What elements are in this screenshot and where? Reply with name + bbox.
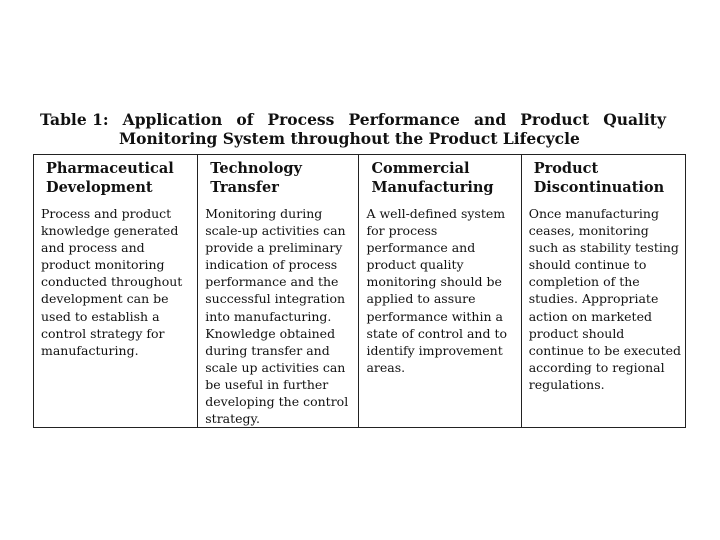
cell-technology-transfer: Monitoring during scale-up activities can provide a preliminary indication of process performance and the successful integration into manufacturing. Knowledge obtained during transfer and scale up activities can be useful in further developing the control strategy. (198, 201, 359, 428)
caption-word: Quality (603, 110, 666, 129)
header-pharmaceutical-development: Pharmaceutical Development (34, 155, 198, 202)
table-caption (40, 110, 666, 148)
lifecycle-table (33, 154, 686, 428)
header-commercial-manufacturing: Commercial Manufacturing (359, 155, 521, 202)
caption-line-1 (40, 110, 666, 129)
caption-word: Performance (348, 110, 460, 129)
caption-word: Process (267, 110, 335, 129)
caption-word: of (236, 110, 254, 129)
caption-word: Table 1: (40, 110, 109, 129)
caption-word: and (474, 110, 507, 129)
header-technology-transfer: Technology Transfer (198, 155, 359, 202)
caption-word: Application (122, 110, 223, 129)
table-header-row (34, 155, 686, 202)
cell-product-discontinuation: Once manufacturing ceases, monitoring such as stability testing should continue to completion of the studies. Appropriate action on marketed product should continue to be executed according to regional regulations. (521, 201, 685, 428)
caption-word: Product (520, 110, 590, 129)
cell-pharmaceutical-development: Process and product knowledge generated and process and product monitoring conducted throughout development can be used to establish a control strategy for manufacturing. (34, 201, 198, 428)
caption-line-2: Monitoring System throughout the Product Lifecycle (119, 129, 580, 148)
table-row (34, 201, 686, 428)
header-product-discontinuation: Product Discontinuation (521, 155, 685, 202)
cell-commercial-manufacturing: A well-defined system for process performance and product quality monitoring should be applied to assure performance within a state of control and to identify improvement areas. (359, 201, 521, 428)
